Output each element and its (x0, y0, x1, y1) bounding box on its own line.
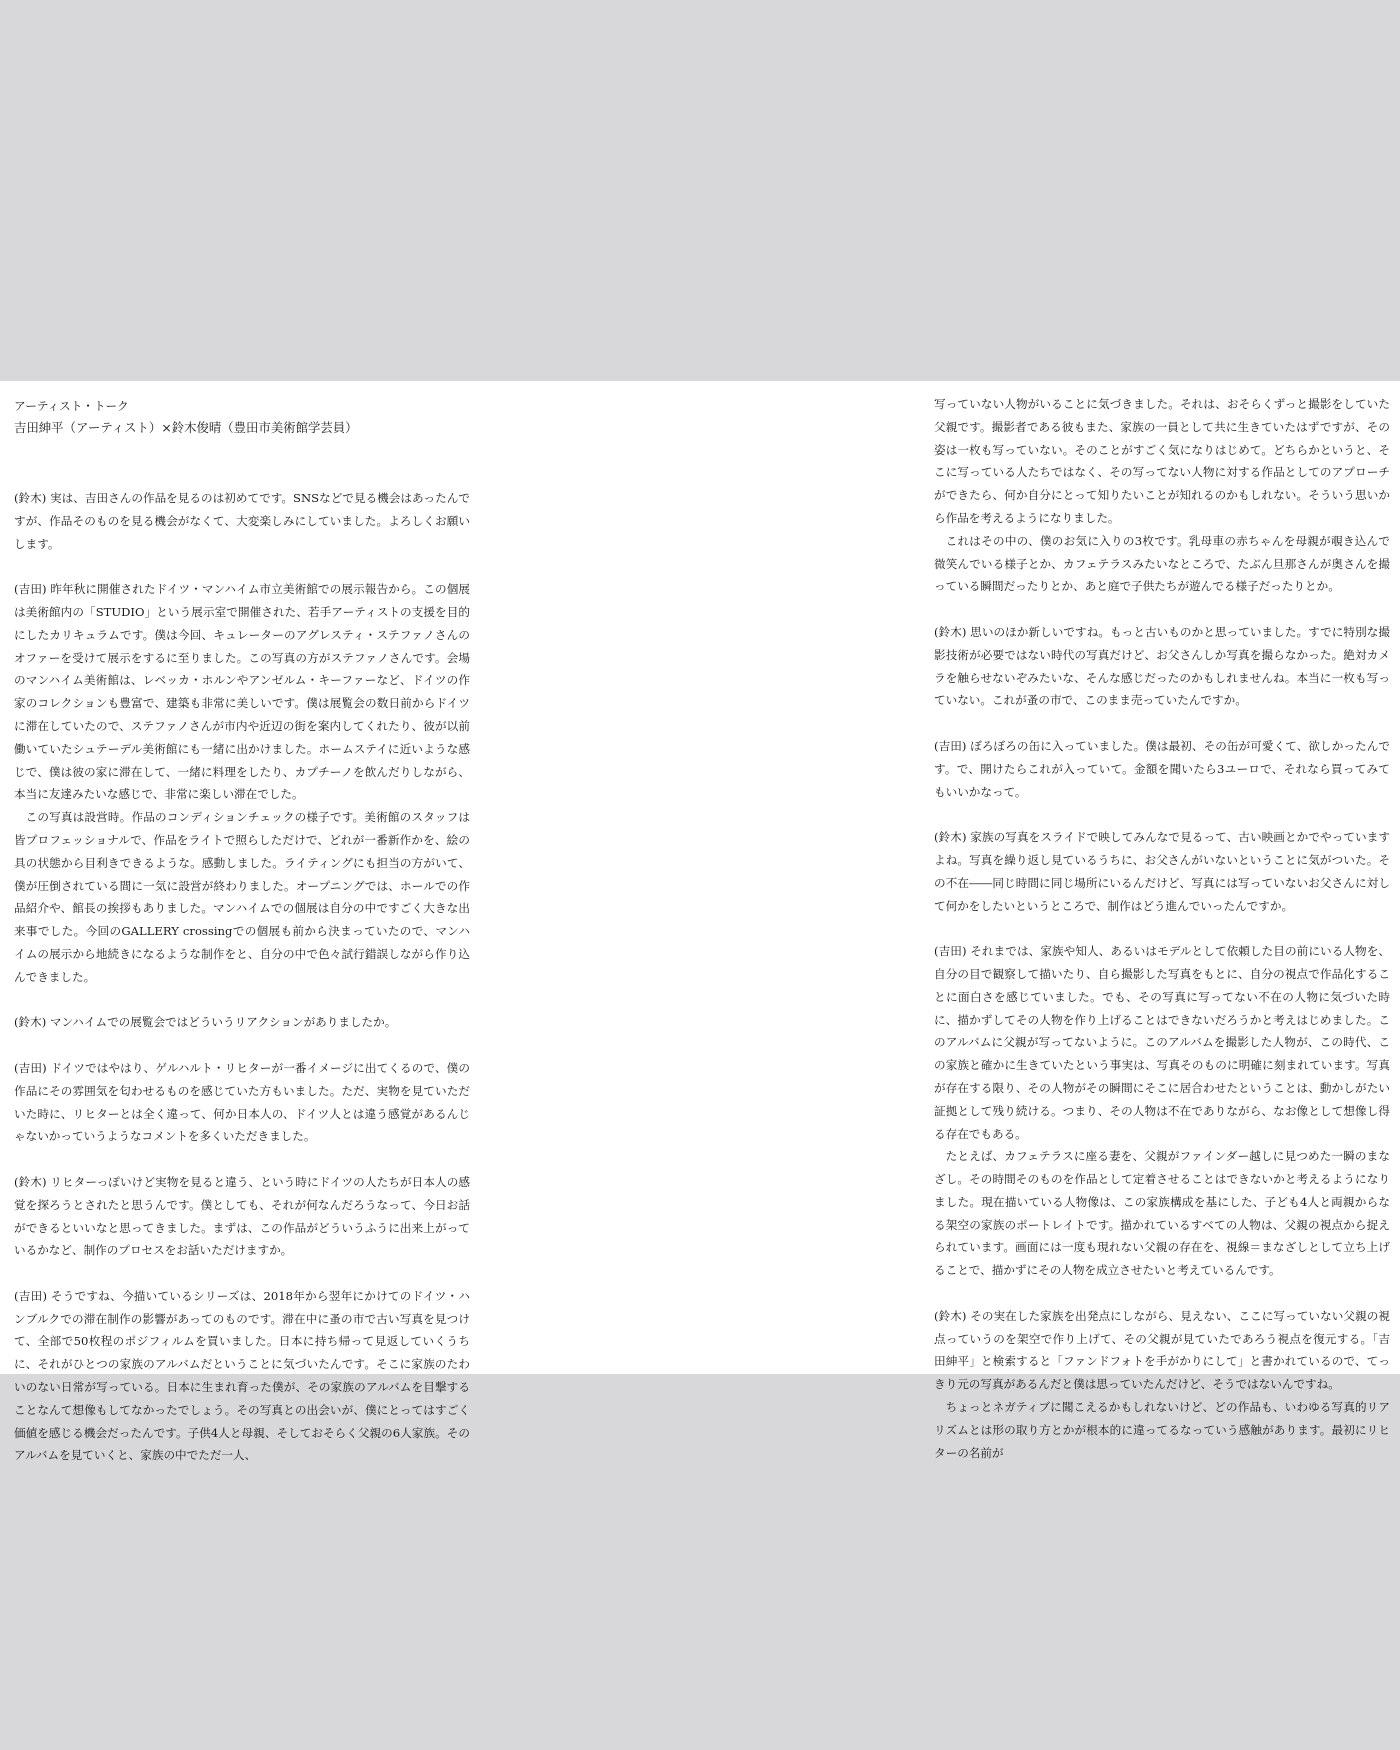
paragraph: (鈴木) 実は、吉田さんの作品を見るのは初めてです。SNSなどで見る機会はあったんですが、作品そのものを見る機会がなくて、大変楽しみにしていました。よろしくお願いします。 (14, 491, 470, 551)
paragraph: (吉田) ドイツではやはり、ゲルハルト・リヒターが一番イメージに出てくるので、僕の作品にその雰囲気を匂わせるものを感じていた方もいました。ただ、実物を見ていただいた時に、リヒターとは全く違って、何か日本人の、ドイツ人とは違う感覚があるんじゃないかっていうようなコメントを多くいただきました。 (14, 1060, 470, 1144)
section-label: アーティスト・トーク (14, 399, 129, 413)
paragraph: たとえば、カフェテラスに座る妻を、父親がファインダー越しに見つめた一瞬のまなざし。その時間そのものを作品として定着させることはできないかと考えるようになりました。現在描いている人物像は、この家族構成を基にした、子ども4人と両親からなる架空の家族のポートレイトです。描かれているすべての人物は、父親の視点から捉えられています。画面には一度も現れない父親の存在を、視線＝まなざしとして立ち上げることで、描かずにその人物を成立させたいと考えているんです。 (934, 1149, 1390, 1278)
paragraph: (吉田) ぼろぼろの缶に入っていました。僕は最初、その缶が可愛くて、欲しかったんです。で、開けたらこれが入っていて。金額を聞いたら3ユーロで、それなら買ってみてもいいかなって。 (934, 738, 1390, 799)
paragraph: ちょっとネガティブに聞こえるかもしれないけど、どの作品も、いわゆる写真的リアリズムとは形の取り方とかが根本的に違ってるなっていう感触があります。最初にリヒターの名前が (934, 1400, 1390, 1460)
paragraph: これはその中の、僕のお気に入りの3枚です。乳母車の赤ちゃんを母親が覗き込んで微笑んでいる様子とか、カフェテラスみたいなところで、たぶん旦那さんが奥さんを撮っている瞬間だったりとか、あと庭で子供たちが遊んでる様子だったりとか。 (934, 533, 1390, 594)
paragraph: (吉田) 昨年秋に開催されたドイツ・マンハイム市立美術館での展示報告から。この個展は美術館内の「STUDIO」という展示室で開催された、若手アーティストの支援を目的にしたカリキュラムです。僕は今回、キュレーターのアグレスティ・ステファノさんのオファーを受けて展示をするに至りました。この写真の方がステファノさんです。会場のマンハイム美術館は、レベッカ・ホルンやアンゼルム・キーファーなど、ドイツの作家のコレクションも豊富で、建築も非常に美しいです。僕は展覧会の数日前からドイツに滞在していたので、ステファノさんが市内や近辺の街を案内してくれたり、彼が以前働いていたシュテーデル美術館にも一緒に出かけました。ホームステイに近いような感じで、僕は彼の家に滞在して、一緒に料理をしたり、カプチーノを飲んだりしながら、本当に友達みたいな感じで、非常に楽しい滞在でした。 (14, 582, 470, 802)
paragraph: (鈴木) その実在した家族を出発点にしながら、見えない、ここに写っていない父親の視点っていうのを架空で作り上げて、その父親が見ていたであろう視点を復元する。「吉田紳平」と検索すると「ファンドフォトを手がかりにして」と書かれているので、てっきり元の写真があるんだと僕は思っていたんだけど、そうではないんですね。 (934, 1308, 1390, 1392)
paragraph: (鈴木) マンハイムでの展覧会ではどういうリアクションがありましたか。 (14, 1015, 397, 1030)
paragraph: (鈴木) 思いのほか新しいですね。もっと古いものかと思っていました。すでに特別な撮影技術が必要ではない時代の写真だけど、お父さんしか写真を撮らなかった。絶対カメラを触らせないぞみたいな、そんな感じだったのかもしれませんね。本当に一枚も写っていない。これが蚤の市で、このまま売っていたんですか。 (934, 624, 1390, 708)
paragraph: この写真は設営時。作品のコンディションチェックの様子です。美術館のスタッフは皆プロフェッショナルで、作品をライトで照らしただけで、どれが一番新作かを、絵の具の状態から目利きできるような。感動しました。ライティングにも担当の方がいて、僕が圧倒されている間に一気に設営が終わりました。オープニングでは、ホールでの作品紹介や、館長の挨拶もありました。マンハイムでの個展は自分の中ですごく大きな出来事でした。今回のGALLERY crossingでの個展も前から決まっていたので、マンハイムの展示から地続きになるような制作をと、自分の中で色々試行錯誤しながら作り込んできました。 (14, 810, 470, 984)
paragraph: (鈴木) 家族の写真をスライドで映してみんなで見るって、古い映画とかでやっていますよね。写真を繰り返し見ているうちに、お父さんがいないということに気がついた。その不在――同じ時間に同じ場所にいるんだけど、写真には写っていないお父さんに対して何かをしたいというところで、制作はどう進んでいったんですか。 (934, 830, 1390, 913)
right-page-column (934, 393, 1390, 1464)
paragraph: 写っていない人物がいることに気づきました。それは、おそらくずっと撮影をしていた父親です。撮影者である彼もまた、家族の一員として共に生きていたはずですが、その姿は一枚も写っていない。そのことがすごく気になりはじめて。どちらかというと、そこに写っている人たちではなく、その写ってない人物に対する作品としてのアプローチができたら、何か自分にとって知りたいことが知れるのかもしれない。そういう思いから作品を考えるようになりました。 (934, 397, 1390, 525)
left-page-column (14, 395, 470, 1467)
speakers-heading: 吉田紳平（アーティスト）×鈴木俊晴（豊田市美術館学芸員） (14, 420, 358, 435)
paragraph: (鈴木) リヒターっぽいけど実物を見ると違う、という時にドイツの人たちが日本人の感覚を探ろうとされたと思うんです。僕としても、それが何なんだろうなって、今日お話ができるといいなと思ってきました。まずは、この作品がどういうふうに出来上がっているかなど、制作のプロセスをお話いただけますか。 (14, 1174, 470, 1258)
document-spread (0, 381, 1400, 1463)
paragraph: (吉田) そうですね、今描いているシリーズは、2018年から翌年にかけてのドイツ・ハンブルクでの滞在制作の影響があってのものです。滞在中に蚤の市で古い写真を見つけて、全部で50枚程のポジフィルムを買いました。日本に持ち帰って見返していくうちに、それがひとつの家族のアルバムだということに気づいたんです。そこに家族のたわいのない日常が写っている。日本に生まれ育った僕が、その家族のアルバムを目撃することなんて想像もしてなかったでしょう。その写真との出会いが、僕にとってはすごく価値を感じる機会だったんです。子供4人と母親、そしておそらく父親の6人家族。そのアルバムを見ていくと、家族の中でただ一人、 (14, 1288, 470, 1463)
paragraph: (吉田) それまでは、家族や知人、あるいはモデルとして依頼した目の前にいる人物を、自分の目で観察して描いたり、自ら撮影した写真をもとに、自分の視点で作品化することに面白さを感じていました。でも、その写真に写ってない不在の人物に気づいた時に、描かずしてその人物を作り上げることはできないだろうかと考えはじめました。このアルバムに父親が写ってないように。このアルバムを撮影した人物が、この時代、この家族と確かに生きていたという事実は、写真そのものに明確に刻まれています。写真が存在する限り、その人物がその瞬間にそこに居合わせたということは、動かしがたい証拠として残り続ける。つまり、その人物は不在でありながら、なお像として想像し得る存在でもある。 (934, 944, 1390, 1141)
